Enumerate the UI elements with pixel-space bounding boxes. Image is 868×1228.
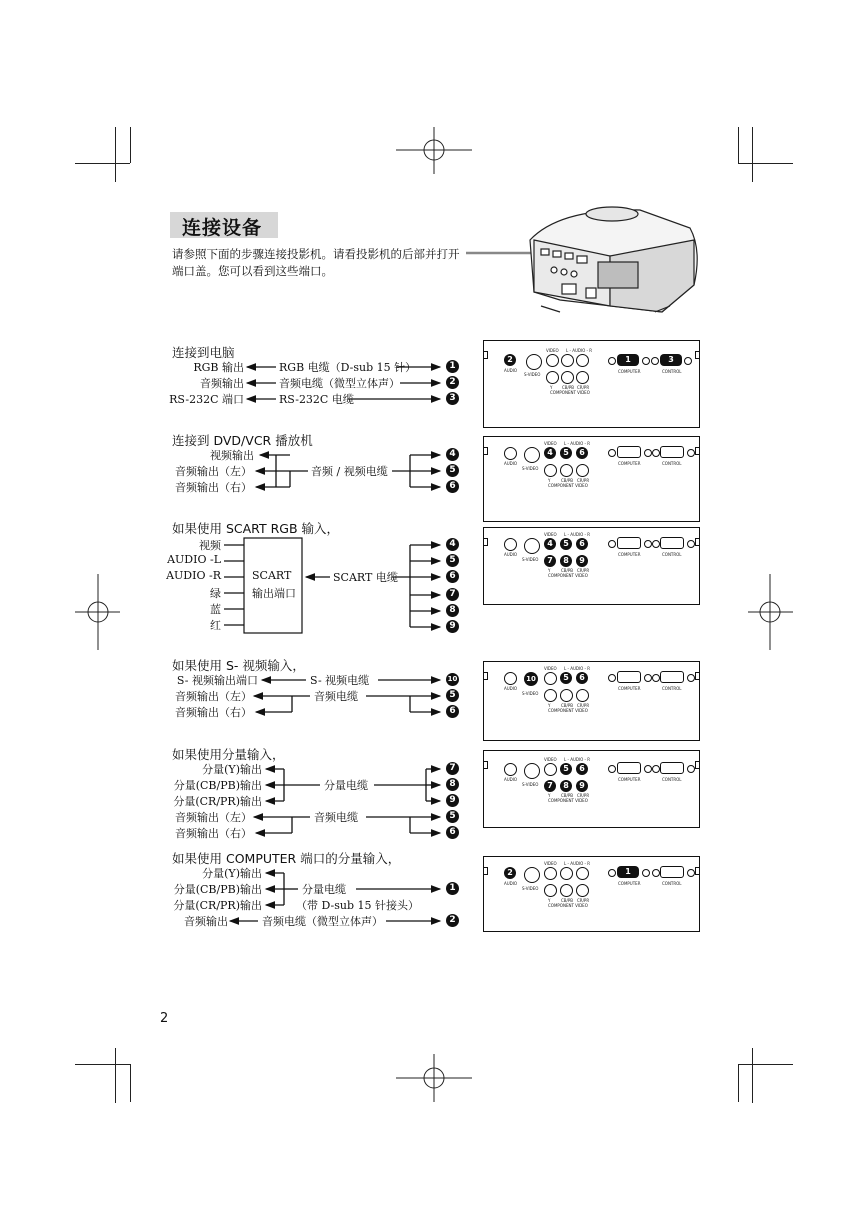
panel-label-control: CONTROL [662, 777, 682, 782]
panel-label-cb: CB/PB [561, 793, 574, 798]
port-badge: 6 [446, 826, 459, 839]
scart-box-line1: SCART [252, 569, 292, 582]
panel-port-number: 3 [660, 354, 682, 366]
panel-label-component-video: COMPONENT VIDEO [548, 903, 588, 908]
panel-label-audio-lr: L - AUDIO - R [564, 861, 591, 866]
source-rgb-out: RGB 输出 [193, 361, 244, 374]
panel-label-cb: CB/PB [561, 898, 574, 903]
panel-label-computer: COMPUTER [618, 686, 641, 691]
cable-component: 分量电缆 [324, 779, 368, 792]
panel-label-audio: AUDIO [504, 461, 518, 466]
panel-label-video: VIDEO [546, 348, 559, 353]
panel-port-number: 8 [560, 780, 572, 792]
cable-svideo: S- 视频电缆 [310, 674, 370, 687]
panel-port-number: 6 [576, 672, 588, 684]
port-badge: 4 [446, 448, 459, 461]
panel-label-audio-lr: L - AUDIO - R [564, 757, 591, 762]
panel-label-y: Y [550, 385, 553, 390]
panel-port-number: 8 [560, 555, 572, 567]
page-title: 连接设备 [182, 217, 263, 239]
component-source: 分量(CR/PR)输出 [173, 795, 262, 808]
panel-port-number: 6 [576, 447, 588, 459]
source-audio-right: 音频输出（右） [175, 706, 252, 719]
cable-rs232c: RS-232C 电缆 [279, 393, 354, 406]
heading-dvd: 连接到 DVD/VCR 播放机 [172, 433, 313, 448]
port-badge: 5 [446, 464, 459, 477]
source-audio-right: 音频输出（右） [175, 481, 252, 494]
panel-label-cr: CR/PR [577, 478, 590, 483]
heading-svideo: 如果使用 S- 视频输入， [172, 658, 305, 673]
rear-panel-dvd [483, 436, 700, 522]
port-badge: 2 [446, 376, 459, 389]
panel-label-y: Y [548, 793, 551, 798]
port-badge: 6 [446, 705, 459, 718]
panel-label-audio-lr: L - AUDIO - R [564, 441, 591, 446]
port-badge: 8 [446, 604, 459, 617]
panel-label-svideo: S-VIDEO [522, 466, 539, 471]
panel-label-audio-lr: L - AUDIO - R [564, 666, 591, 671]
panel-label-audio-lr: L - AUDIO - R [564, 532, 591, 537]
panel-label-audio: AUDIO [504, 368, 518, 373]
source-svideo-out: S- 视频输出端口 [176, 674, 258, 687]
rear-panel-computer [483, 340, 700, 428]
panel-port-number: 1 [617, 866, 639, 878]
component-source: 分量(Y)输出 [202, 867, 262, 880]
panel-label-control: CONTROL [662, 369, 682, 374]
panel-label-cr: CR/PR [577, 793, 590, 798]
panel-label-audio: AUDIO [504, 552, 518, 557]
panel-port-number: 6 [576, 763, 588, 775]
component-source: 分量(Y)输出 [202, 763, 262, 776]
panel-port-number: 6 [576, 538, 588, 550]
cable-audio-mini: 音频电缆（微型立体声） [262, 915, 383, 928]
panel-label-component-video: COMPONENT VIDEO [550, 390, 590, 395]
heading-component: 如果使用分量输入， [172, 747, 285, 762]
source-audio-left: 音频输出（左） [175, 465, 252, 478]
rear-panel-scart [483, 527, 700, 605]
panel-label-computer: COMPUTER [618, 552, 641, 557]
panel-label-control: CONTROL [662, 881, 682, 886]
panel-label-component-video: COMPONENT VIDEO [548, 708, 588, 713]
panel-port-number: 7 [544, 780, 556, 792]
panel-port-number: 1 [617, 354, 639, 366]
cable-av: 音频 / 视频电缆 [311, 465, 388, 478]
panel-label-control: CONTROL [662, 552, 682, 557]
panel-label-computer: COMPUTER [618, 881, 641, 886]
scart-source: 蓝 [210, 603, 221, 616]
source-audio-out: 音频输出 [200, 377, 244, 390]
scart-source: 红 [210, 619, 221, 632]
panel-label-component-video: COMPONENT VIDEO [548, 573, 588, 578]
scart-source: AUDIO -R [166, 569, 221, 582]
port-badge: 5 [446, 810, 459, 823]
cable-component-note: （带 D-sub 15 针接头） [296, 899, 419, 912]
panel-label-svideo: S-VIDEO [522, 782, 539, 787]
panel-label-svideo: S-VIDEO [524, 372, 541, 377]
panel-port-number: 9 [576, 780, 588, 792]
port-badge: 6 [446, 570, 459, 583]
cable-component-dsub: 分量电缆 [302, 883, 346, 896]
port-badge: 1 [446, 882, 459, 895]
cable-rgb: RGB 电缆（D-sub 15 针） [279, 361, 417, 374]
rear-panel-svideo [483, 661, 700, 741]
panel-port-number: 5 [560, 538, 572, 550]
panel-label-cr: CR/PR [577, 703, 590, 708]
panel-label-video: VIDEO [544, 861, 557, 866]
panel-label-y: Y [548, 568, 551, 573]
panel-label-control: CONTROL [662, 461, 682, 466]
panel-label-y: Y [548, 703, 551, 708]
port-badge: 4 [446, 538, 459, 551]
panel-label-video: VIDEO [544, 532, 557, 537]
panel-label-y: Y [548, 898, 551, 903]
rear-panel-component [483, 750, 700, 828]
heading-scart: 如果使用 SCART RGB 输入， [172, 521, 339, 536]
heading-computer: 连接到电脑 [172, 345, 235, 360]
intro-line-1: 请参照下面的步骤连接投影机。请看投影机的后部并打开 [172, 247, 460, 261]
panel-label-component-video: COMPONENT VIDEO [548, 483, 588, 488]
panel-label-svideo: S-VIDEO [522, 886, 539, 891]
panel-label-cb: CB/PB [561, 478, 574, 483]
panel-label-svideo: S-VIDEO [522, 557, 539, 562]
cable-scart: SCART 电缆 [333, 571, 398, 584]
panel-port-number: 9 [576, 555, 588, 567]
component-source: 分量(CB/PB)输出 [173, 883, 262, 896]
panel-label-cr: CR/PR [577, 385, 590, 390]
port-badge: 5 [446, 689, 459, 702]
scart-source: AUDIO -L [167, 553, 221, 566]
panel-label-video: VIDEO [544, 441, 557, 446]
cable-audio: 音频电缆 [314, 690, 358, 703]
port-badge: 9 [446, 620, 459, 633]
panel-port-number: 5 [560, 763, 572, 775]
panel-label-component-video: COMPONENT VIDEO [548, 798, 588, 803]
port-badge: 5 [446, 554, 459, 567]
panel-port-number: 7 [544, 555, 556, 567]
source-audio-out: 音频输出 [184, 915, 228, 928]
panel-label-audio: AUDIO [504, 686, 518, 691]
cable-audio: 音频电缆 [314, 811, 358, 824]
heading-computer-component: 如果使用 COMPUTER 端口的分量输入， [172, 851, 401, 866]
scart-source: 绿 [210, 587, 221, 600]
source-audio-left: 音频输出（左） [175, 690, 252, 703]
panel-label-y: Y [548, 478, 551, 483]
port-badge: 9 [446, 794, 459, 807]
page-number: 2 [160, 1011, 169, 1026]
panel-port-number: 4 [544, 447, 556, 459]
scart-box-line2: 输出端口 [252, 587, 296, 600]
source-audio-right: 音频输出（右） [175, 827, 252, 840]
panel-label-control: CONTROL [662, 686, 682, 691]
intro-line-2: 端口盖。您可以看到这些端口。 [172, 264, 333, 278]
port-badge: 10 [446, 673, 459, 686]
port-badge: 3 [446, 392, 459, 405]
panel-port-number: 10 [524, 672, 538, 686]
panel-label-cb: CB/PB [561, 568, 574, 573]
rear-panel-computer-component [483, 856, 700, 932]
component-source: 分量(CB/PB)输出 [173, 779, 262, 792]
panel-label-computer: COMPUTER [618, 777, 641, 782]
port-badge: 6 [446, 480, 459, 493]
panel-label-audio: AUDIO [504, 777, 518, 782]
port-badge: 7 [446, 762, 459, 775]
port-badge: 7 [446, 588, 459, 601]
source-rs232c: RS-232C 端口 [169, 393, 244, 406]
panel-port-number: 5 [560, 672, 572, 684]
panel-label-computer: COMPUTER [618, 461, 641, 466]
panel-label-cb: CB/PB [562, 385, 575, 390]
component-source: 分量(CR/PR)输出 [173, 899, 262, 912]
panel-label-audio-lr: L - AUDIO - R [566, 348, 593, 353]
panel-label-cr: CR/PR [577, 898, 590, 903]
panel-port-number: 4 [544, 538, 556, 550]
panel-label-video: VIDEO [544, 666, 557, 671]
panel-label-cr: CR/PR [577, 568, 590, 573]
source-audio-left: 音频输出（左） [175, 811, 252, 824]
panel-label-cb: CB/PB [561, 703, 574, 708]
panel-port-number: 2 [504, 867, 516, 879]
port-badge: 1 [446, 360, 459, 373]
scart-source: 视频 [199, 539, 221, 552]
panel-label-audio: AUDIO [504, 881, 518, 886]
panel-label-computer: COMPUTER [618, 369, 641, 374]
panel-label-video: VIDEO [544, 757, 557, 762]
cable-audio: 音频电缆（微型立体声） [279, 377, 400, 390]
port-badge: 2 [446, 914, 459, 927]
panel-port-number: 2 [504, 354, 516, 366]
panel-port-number: 5 [560, 447, 572, 459]
source-video-out: 视频输出 [210, 449, 254, 462]
port-badge: 8 [446, 778, 459, 791]
panel-label-svideo: S-VIDEO [522, 691, 539, 696]
